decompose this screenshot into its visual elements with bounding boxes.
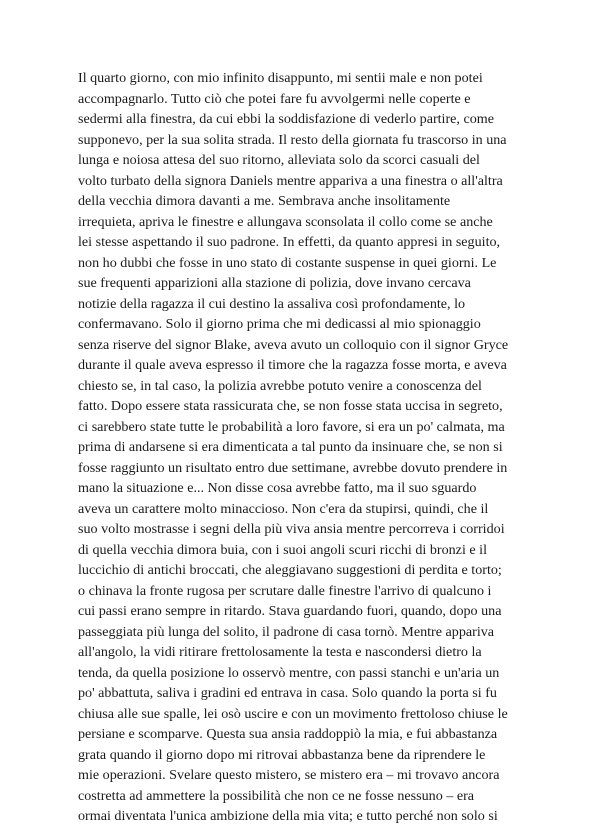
text-line: passeggiata più lunga del solito, il padrone di casa tornò. Mentre appariva [78,623,495,640]
text-line: sue frequenti apparizioni alla stazione di polizia, dove invano cercava [78,275,471,291]
text-line: volto turbato della signora Daniels mentre appariva a una finestra o all'altra [78,172,503,189]
text-line: notizie della ragazza il cui destino la assaliva così profondamente, lo [78,295,466,312]
text-line: lei stesse aspettando il suo padrone. In effetti, da quanto appresi in seguito, [78,234,501,250]
text-line: chiesto se, in tal caso, la polizia avrebbe potuto venire a conoscenza del [78,377,482,394]
text-line: persiane e scomparve. Questa sua ansia raddoppiò la mia, e fui abbastanza [78,726,498,742]
text-line: supponevo, per la sua solita strada. Il resto della giornata fu trascorso in una [78,131,507,148]
text-line: lunga e noiosa attesa del suo ritorno, alleviata solo da scorci casuali del [78,152,480,168]
text-line: confermavano. Solo il giorno prima che mi dedicassi al mio spionaggio [78,316,481,332]
text-line: costretta ad ammettere la possibilità che non ce ne fosse nessuno – era [78,787,475,804]
text-line: della vecchia dimora davanti a me. Sembrava anche insolitamente [78,193,451,209]
text-line: di quella vecchia dimora buia, con i suoi angoli scuri ricchi di bronzi e il [78,541,487,558]
text-line: fosse raggiunto un risultato entro due settimane, avrebbe dovuto prendere in [78,459,508,476]
text-line: o chinava la fronte rugosa per scrutare dalle finestre l'arrivo di qualcuno i [78,582,492,599]
text-line: luccichio di antichi broccati, che aleggiavano suggestioni di perdita e torto; [78,562,502,578]
text-line: suo volto mostrasse i segni della più viva ansia mentre percorreva i corridoi [78,521,505,537]
text-line: Il quarto giorno, con mio infinito disappunto, mi sentii male e non potei [78,70,483,86]
text-line: accompagnarlo. Tutto ciò che potei fare fu avvolgermi nelle coperte e [78,90,471,107]
text-line: prima di andarsene si era dimenticata a tal punto da insinuare che, se non si [78,439,503,455]
text-line: tenda, da quella posizione lo osservò mentre, con passi stanchi e un'aria un [78,664,500,681]
text-line: aveva un carattere molto minaccioso. Non c'era da stupirsi, quindi, che il [78,500,489,517]
text-line: cui passi erano sempre in ritardo. Stava guardando fuori, quando, dopo una [78,603,502,619]
text-line: chiusa alle sue spalle, lei osò uscire e con un movimento frettoloso chiuse le [78,705,508,722]
text-line: mie operazioni. Svelare questo mistero, se mistero era – mi trovavo ancora [78,767,500,783]
text-line: senza riserve del signor Blake, aveva avuto un colloquio con il signor Gryce [78,336,509,353]
text-line: mano la situazione e... Non disse cosa avrebbe fatto, ma il suo sguardo [78,480,477,496]
body-text [78,68,538,827]
text-line: grata quando il giorno dopo mi ritrovai abbastanza bene da riprendere le [78,746,486,763]
text-line: non ho dubbi che fosse in uno stato di costante suspense in quei giorni. Le [78,254,497,271]
text-line: all'angolo, la vidi ritirare frettolosamente la testa e nascondersi dietro la [78,644,482,660]
text-line: ci sarebbero state tutte le probabilità a loro favore, si era un po' calmata, ma [78,418,505,435]
text-line: irrequieta, apriva le finestre e allungava sconsolata il collo come se anche [78,213,493,230]
text-line: sedermi alla finestra, da cui ebbi la soddisfazione di vederlo partire, come [78,111,494,127]
text-line: po' abbattuta, saliva i gradini ed entrava in casa. Solo quando la porta si fu [78,685,497,701]
text-line: ormai diventata l'unica ambizione della mia vita; e tutto perché non solo si [78,808,498,824]
text-line: fatto. Dopo essere stata rassicurata che, se non fosse stata uccisa in segreto, [78,398,503,414]
text-line: durante il quale aveva espresso il timore che la ragazza fosse morta, e aveva [78,357,507,373]
